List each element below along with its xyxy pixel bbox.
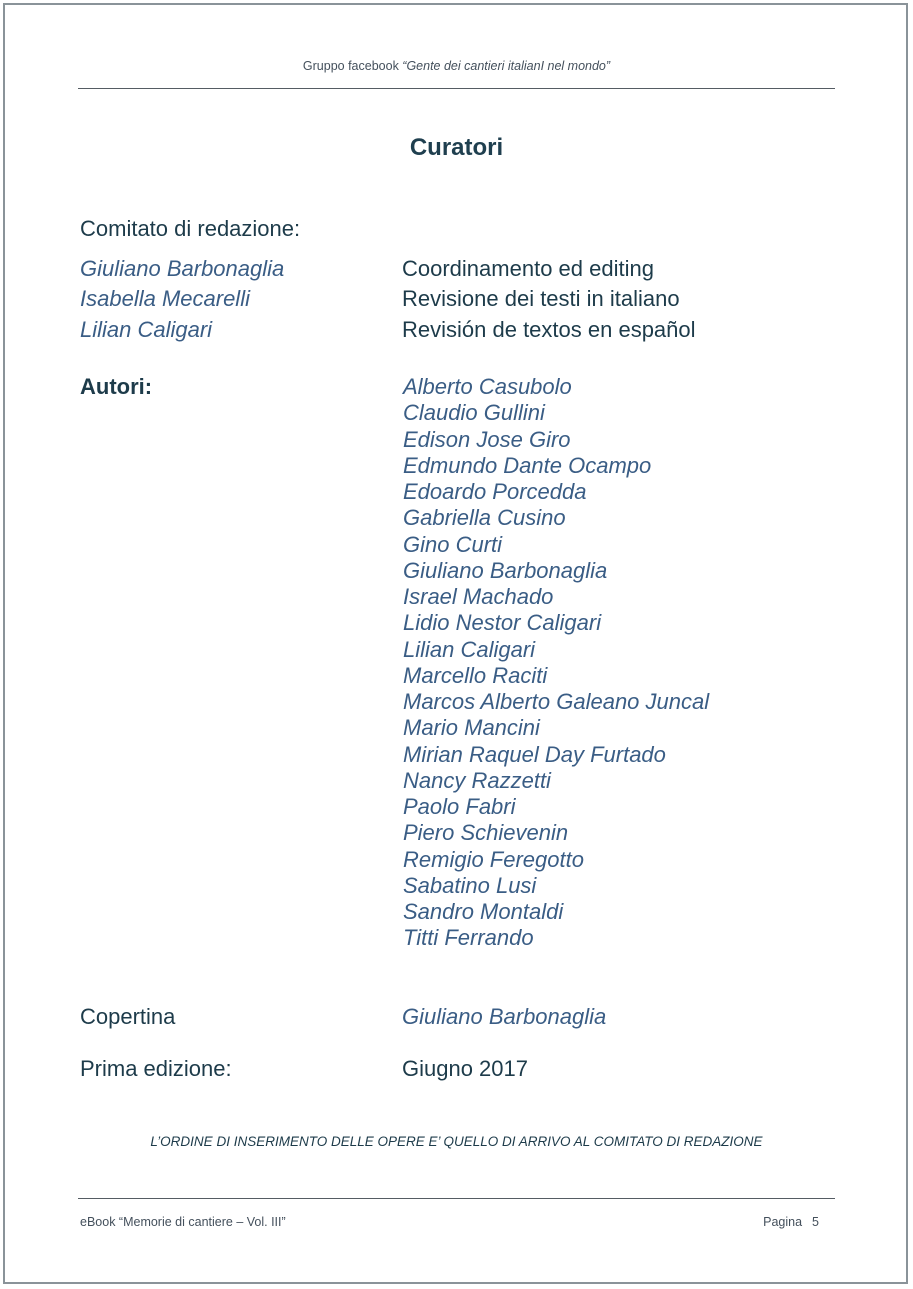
header-prefix: Gruppo facebook bbox=[302, 59, 403, 73]
page-label: Pagina bbox=[763, 1215, 803, 1229]
author-name: Nancy Razzetti bbox=[403, 767, 551, 793]
edition-value: Giugno 2017 bbox=[402, 1056, 528, 1081]
committee-member-role: Revisione dei testi in italiano bbox=[402, 286, 680, 311]
author-name: Claudio Gullini bbox=[403, 400, 545, 426]
page-title: Curatori bbox=[409, 134, 504, 161]
author-name: Israel Machado bbox=[403, 584, 554, 609]
header-group-name: “Gente dei cantieri italianI nel mondo” bbox=[402, 59, 611, 73]
author-name: Piero Schievenin bbox=[403, 820, 569, 846]
author-list bbox=[403, 374, 709, 952]
page-number-value: 5 bbox=[812, 1215, 819, 1229]
footer-rule bbox=[78, 1198, 835, 1199]
author-name: Gino Curti bbox=[403, 531, 503, 557]
author-name: Lidio Nestor Caligari bbox=[403, 610, 602, 636]
author-name: Edmundo Dante Ocampo bbox=[403, 452, 652, 478]
header-rule bbox=[78, 88, 835, 89]
author-name: Sabatino Lusi bbox=[403, 872, 537, 898]
committee-member-name: Giuliano Barbonaglia bbox=[80, 256, 285, 281]
cover-value: Giuliano Barbonaglia bbox=[402, 1004, 607, 1029]
author-name: Marcello Raciti bbox=[403, 662, 548, 688]
footer-book-title: eBook “Memorie di cantiere – Vol. III” bbox=[80, 1215, 286, 1229]
author-name: Alberto Casubolo bbox=[403, 374, 572, 399]
committee-label: Comitato di redazione: bbox=[80, 216, 301, 241]
cover-label: Copertina bbox=[80, 1004, 176, 1029]
committee-member-role: Coordinamento ed editing bbox=[402, 256, 654, 281]
author-name: Remigio Feregotto bbox=[403, 846, 584, 872]
authors-label: Autori: bbox=[80, 374, 153, 399]
author-name: Edison Jose Giro bbox=[403, 426, 571, 452]
author-name: Marcos Alberto Galeano Juncal bbox=[403, 689, 710, 714]
committee-member-name: Isabella Mecarelli bbox=[80, 286, 250, 311]
author-name: Edoardo Porcedda bbox=[403, 479, 587, 504]
page-header bbox=[0, 59, 913, 73]
committee-member-name: Lilian Caligari bbox=[80, 317, 213, 342]
author-name: Titti Ferrando bbox=[403, 925, 534, 951]
author-name: Lilian Caligari bbox=[403, 636, 536, 662]
author-name: Sandro Montaldi bbox=[403, 899, 564, 924]
page-number bbox=[763, 1215, 819, 1229]
author-name: Giuliano Barbonaglia bbox=[403, 557, 608, 583]
author-name: Mirian Raquel Day Furtado bbox=[403, 741, 666, 767]
committee-member-role: Revisión de textos en español bbox=[402, 317, 696, 342]
author-name: Mario Mancini bbox=[403, 715, 540, 741]
edition-label: Prima edizione: bbox=[80, 1056, 232, 1081]
order-note: L’ORDINE DI INSERIMENTO DELLE OPERE E’ QUELLO DI ARRIVO AL COMITATO DI REDAZIONE bbox=[150, 1134, 763, 1149]
author-name: Paolo Fabri bbox=[403, 794, 516, 819]
author-name: Gabriella Cusino bbox=[403, 505, 566, 531]
